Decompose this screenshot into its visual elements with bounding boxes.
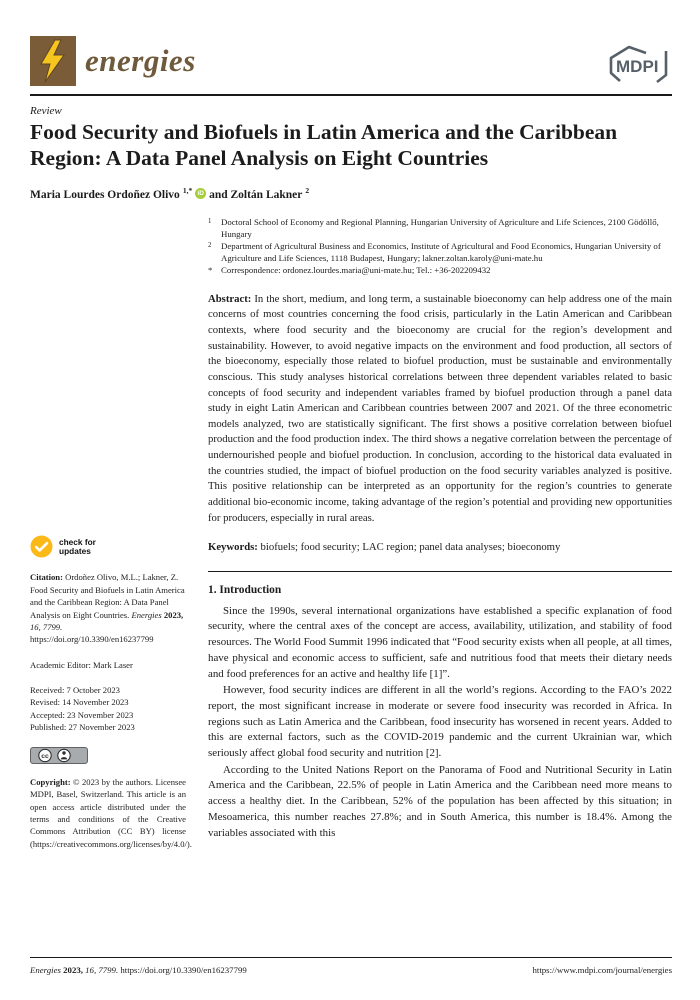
- citation-volume: 16, 7799.: [30, 621, 63, 632]
- affiliation-item: [208, 217, 672, 241]
- citation-label: Citation:: [30, 572, 63, 583]
- affiliation-item: [208, 241, 672, 265]
- footer-doi-link[interactable]: https://doi.org/10.3390/en16237799: [120, 965, 247, 975]
- affiliation-marker: 1: [208, 218, 212, 226]
- footer-journal: Energies: [30, 965, 61, 975]
- page-title: Food Security and Biofuels in Latin America and the Caribbean Region: A Data Panel Analysis on Eight Countries: [30, 120, 618, 170]
- keywords-divider: [208, 571, 672, 572]
- svg-text:MDPI: MDPI: [616, 57, 659, 76]
- abstract-text: In the short, medium, and long term, a sustainable bioeconomy can help address one of the main concerns of most countries concerning the food crisis, particularly in the Latin American and Caribbean contexts, where food security and the bioeconomy are crucial for the region’s development and sustainability. However, to avoid negative impacts on the environment and food production, all sectors of the bioeconomy, especially those related to biofuel production, must be sustainable and environmentally conscious. This study analyses historical correlations between three dependent variables related to basic concepts of food security and independent variables framed by biofuel production through a panel data study in eight Latin American and Caribbean countries between 2007 and 2021. Of the three econometric models analyzed, two are statistically significant. The first shows a positive correlation between biofuel production and the food production index. The third shows a negative correlation between the percentage of undernourished people and biofuel production. In conclusion, according to the historical data evaluated in the countries studied, the impact of biofuel production on the food security variables analyzed is positive. This positive relationship can be interpreted as an opportunity for the region’s countries to generate additional bio-economic income, taking advantage of the region’s potential and providing new opportunities for producers, especially in rural areas.: [208, 292, 672, 524]
- two-column-content: [30, 217, 672, 850]
- keywords: [208, 540, 672, 556]
- cc-by-icon: [30, 747, 88, 764]
- keywords-text: biofuels; food security; LAC region; panel data analyses; bioeconomy: [260, 541, 561, 554]
- mdpi-logo: [606, 44, 672, 84]
- check-updates-label: check for updates: [59, 536, 96, 556]
- journal-url-link[interactable]: https://www.mdpi.com/journal/energies: [532, 965, 672, 975]
- cc-by-badge[interactable]: [30, 747, 186, 767]
- energies-brand: [30, 36, 196, 86]
- affiliation-item: [208, 265, 672, 277]
- academic-editor: [30, 659, 186, 671]
- footer-volume: 16, 7799.: [85, 965, 119, 975]
- copyright-block: [30, 776, 192, 850]
- check-updates-badge[interactable]: [30, 535, 186, 558]
- history-dates: [30, 684, 186, 734]
- date-row: Revised: 14 November 2023: [30, 697, 129, 708]
- main-column: [208, 217, 672, 850]
- author-2-superscript: 2: [305, 185, 310, 195]
- citation-block: [30, 571, 186, 645]
- energies-lightning-icon: [30, 36, 76, 86]
- journal-name: energies: [85, 43, 196, 78]
- author-1-superscript: 1,*: [182, 185, 193, 195]
- paragraph: Since the 1990s, several international organizations have established a specific explanation of food security, where the central axes of the concept are access, availability, utilization, and stability of food resources. The World Food Summit 1996 indicated that “Food security exists when all people, at all times, have physical and economic access to sufficient, safe and nutritious food that meets their dietary needs and food preferences for an active and healthy life [1]”.: [208, 604, 672, 680]
- date-row: Accepted: 23 November 2023: [30, 709, 134, 720]
- affiliation-marker: 2: [208, 242, 212, 250]
- citation-text: Ordoñez Olivo, M.L.; Lakner, Z. Food Security and Biofuels in Latin America and the Caribbean Region: A Data Panel Analysis on Eight Countries.: [30, 572, 185, 620]
- journal-header: [30, 36, 672, 96]
- page-footer: [30, 957, 672, 975]
- abstract: [208, 292, 672, 526]
- copyright-text: © 2023 by the authors. Licensee MDPI, Basel, Switzerland. This article is an open access article distributed under the terms and conditions of the Creative Commons Attribution (CC BY) license (https://creativecommons.org/licenses/by/4.0/).: [30, 776, 192, 849]
- section-heading: 1. Introduction: [208, 583, 282, 596]
- affiliations: [208, 217, 672, 276]
- copyright-label: Copyright:: [30, 776, 71, 787]
- article-type: Review: [30, 105, 62, 117]
- date-row: Published: 27 November 2023: [30, 722, 135, 733]
- correspondence-marker: *: [208, 264, 213, 275]
- sidebar-meta: [30, 217, 192, 850]
- citation-journal: Energies: [131, 609, 162, 620]
- sidebar-spacer: [30, 217, 186, 535]
- citation-doi-link[interactable]: https://doi.org/10.3390/en16237799: [30, 634, 154, 645]
- correspondence-text: Correspondence: ordonez.lourdes.maria@uni-mate.hu; Tel.: +36-202209432: [221, 264, 491, 275]
- academic-editor-label: Academic Editor:: [30, 659, 91, 670]
- author-2: Zoltán Lakner: [230, 188, 303, 201]
- affiliation-text: Department of Agricultural Business and Economics, Institute of Agricultural and Food Economics, Hungarian University of Agriculture and Life Sciences, 1118 Budapest, Hungary; lakner.zoltan.karoly@uni-mate.hu: [221, 241, 661, 264]
- svg-text:cc: cc: [41, 752, 49, 760]
- authors-join: and: [209, 188, 228, 201]
- author-1: Maria Lourdes Ordoñez Olivo: [30, 188, 180, 201]
- abstract-label: Abstract:: [208, 292, 252, 305]
- check-icon: [30, 535, 53, 558]
- paragraph: However, food security indices are different in all the world’s regions. According to the FAO’s 2022 report, the most significant increase in moderate or severe food insecurity was recorded in Africa. In regions such as Latin America and the Caribbean, food insecurity has worsened in recent years. Added to this are external factors, such as the COVID-2019 pandemic and the current Ukrainian war, which seriously affect global food security and nutrition [2].: [208, 684, 672, 760]
- authors-line: [30, 186, 672, 201]
- footer-citation: [30, 965, 247, 975]
- orcid-icon[interactable]: iD: [195, 188, 206, 199]
- paragraph: According to the United Nations Report on the Panorama of Food and Nutritional Security in Latin America and the Caribbean, 22.5% of people in Latin America and the Caribbean need more means to access a healthy diet. In the Caribbean, 52% of the population has been affected by this situation; in Mesoamerica, this number reaches 27.8%; and in South America, this number is 18.4%. Among the variables associated with this: [208, 763, 672, 839]
- keywords-label: Keywords:: [208, 541, 258, 554]
- date-row: Received: 7 October 2023: [30, 685, 120, 696]
- affiliation-text: Doctoral School of Economy and Regional Planning, Hungarian University of Agriculture and Life Sciences, 2100 Gödöllő, Hungary: [221, 217, 659, 240]
- citation-year: 2023,: [163, 609, 184, 620]
- footer-year: 2023,: [63, 965, 83, 975]
- academic-editor-name: Mark Laser: [93, 659, 133, 670]
